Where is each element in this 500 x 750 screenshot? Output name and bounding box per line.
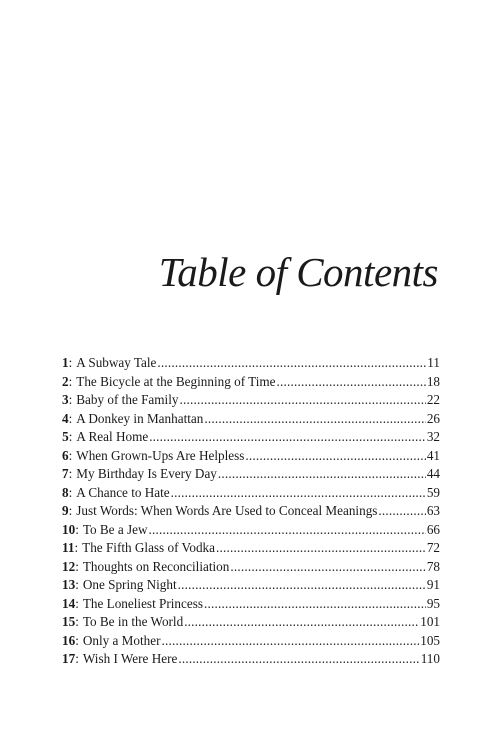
dot-leader xyxy=(178,576,426,595)
chapter-number: 16 xyxy=(62,632,76,648)
chapter-number: 6 xyxy=(62,447,69,463)
dot-leader xyxy=(178,650,419,669)
table-of-contents xyxy=(62,354,440,669)
chapter-title: The Bicycle at the Beginning of Time xyxy=(76,373,276,389)
separator: : xyxy=(75,632,79,648)
separator: : xyxy=(75,558,79,574)
toc-entry[interactable] xyxy=(62,613,440,632)
dot-leader xyxy=(216,539,426,558)
chapter-number: 17 xyxy=(62,651,76,666)
page-number: 11 xyxy=(427,355,440,370)
dot-leader xyxy=(162,632,420,651)
toc-entry[interactable] xyxy=(62,373,440,392)
page-number: 95 xyxy=(426,595,440,611)
chapter-number: 4 xyxy=(62,410,69,426)
toc-entry[interactable] xyxy=(62,632,440,651)
toc-entry[interactable] xyxy=(62,410,440,429)
separator: : xyxy=(68,355,73,370)
page-number: 78 xyxy=(426,558,440,574)
chapter-number: 15 xyxy=(62,614,76,629)
page-number: 72 xyxy=(426,540,440,555)
page-number: 18 xyxy=(426,373,440,389)
chapter-number: 12 xyxy=(62,558,76,574)
chapter-number: 10 xyxy=(62,521,76,537)
dot-leader xyxy=(204,410,425,429)
toc-entry[interactable] xyxy=(62,428,440,447)
chapter-title: Just Words: When Words Are Used to Conceal Meanings xyxy=(76,503,378,518)
separator: : xyxy=(75,521,79,537)
chapter-number: 1 xyxy=(62,355,69,370)
chapter-number: 14 xyxy=(62,595,76,611)
toc-entry[interactable] xyxy=(62,521,440,540)
chapter-number: 5 xyxy=(62,429,69,444)
toc-entry[interactable] xyxy=(62,391,440,410)
chapter-title: The Fifth Glass of Vodka xyxy=(82,540,215,555)
separator: : xyxy=(68,373,73,389)
dot-leader xyxy=(277,373,426,392)
chapter-title: To Be a Jew xyxy=(82,521,148,537)
chapter-title: My Birthday Is Every Day xyxy=(76,466,217,481)
chapter-title: When Grown-Ups Are Helpless xyxy=(76,447,245,463)
page-number: 101 xyxy=(420,614,440,629)
page-number: 32 xyxy=(426,429,440,444)
toc-entry[interactable] xyxy=(62,484,440,503)
toc-entry[interactable] xyxy=(62,576,440,595)
separator: : xyxy=(68,466,73,481)
chapter-title: Wish I Were Here xyxy=(82,651,178,666)
chapter-title: One Spring Night xyxy=(82,577,177,592)
page-number: 22 xyxy=(426,392,440,407)
chapter-number: 9 xyxy=(62,503,69,518)
separator: : xyxy=(68,447,73,463)
page-number: 41 xyxy=(426,447,440,463)
chapter-title: Baby of the Family xyxy=(76,392,179,407)
dot-leader xyxy=(204,595,426,614)
separator: : xyxy=(68,503,73,518)
separator: : xyxy=(75,595,79,611)
chapter-number: 7 xyxy=(62,466,69,481)
chapter-number: 2 xyxy=(62,373,69,389)
dot-leader xyxy=(171,484,426,503)
separator: : xyxy=(68,410,73,426)
dot-leader xyxy=(149,521,426,540)
chapter-title: Only a Mother xyxy=(82,632,161,648)
page-number: 105 xyxy=(420,632,440,648)
page-number: 110 xyxy=(420,651,440,666)
page-number: 63 xyxy=(426,503,440,518)
separator: : xyxy=(75,651,79,666)
chapter-number: 3 xyxy=(62,392,69,407)
dot-leader xyxy=(218,465,426,484)
dot-leader xyxy=(230,558,425,577)
chapter-number: 8 xyxy=(62,484,69,500)
dot-leader xyxy=(184,613,419,632)
toc-entry[interactable] xyxy=(62,447,440,466)
dot-leader xyxy=(245,447,425,466)
chapter-title: A Real Home xyxy=(76,429,149,444)
toc-entry[interactable] xyxy=(62,502,440,521)
separator: : xyxy=(68,392,73,407)
toc-entry[interactable] xyxy=(62,558,440,577)
chapter-number: 11 xyxy=(62,540,75,555)
dot-leader xyxy=(157,354,426,373)
toc-entry[interactable] xyxy=(62,650,440,669)
separator: : xyxy=(75,614,79,629)
toc-entry[interactable] xyxy=(62,354,440,373)
chapter-title: A Subway Tale xyxy=(76,355,157,370)
page-title: Table of Contents xyxy=(158,249,438,295)
page-number: 66 xyxy=(426,521,440,537)
chapter-title: A Donkey in Manhattan xyxy=(76,410,204,426)
page-number: 59 xyxy=(426,484,440,500)
dot-leader xyxy=(378,502,425,521)
chapter-title: To Be in the World xyxy=(82,614,184,629)
page-number: 26 xyxy=(426,410,440,426)
page-number: 44 xyxy=(426,466,440,481)
chapter-title: Thoughts on Reconciliation xyxy=(82,558,230,574)
separator: : xyxy=(75,577,79,592)
chapter-number: 13 xyxy=(62,577,76,592)
separator: : xyxy=(68,484,73,500)
separator: : xyxy=(68,429,73,444)
dot-leader xyxy=(149,428,426,447)
toc-entry[interactable] xyxy=(62,595,440,614)
page-number: 91 xyxy=(426,577,440,592)
chapter-title: The Loneliest Princess xyxy=(82,595,203,611)
chapter-title: A Chance to Hate xyxy=(76,484,170,500)
dot-leader xyxy=(179,391,425,410)
toc-entry[interactable] xyxy=(62,465,440,484)
separator: : xyxy=(74,540,79,555)
toc-entry[interactable] xyxy=(62,539,440,558)
